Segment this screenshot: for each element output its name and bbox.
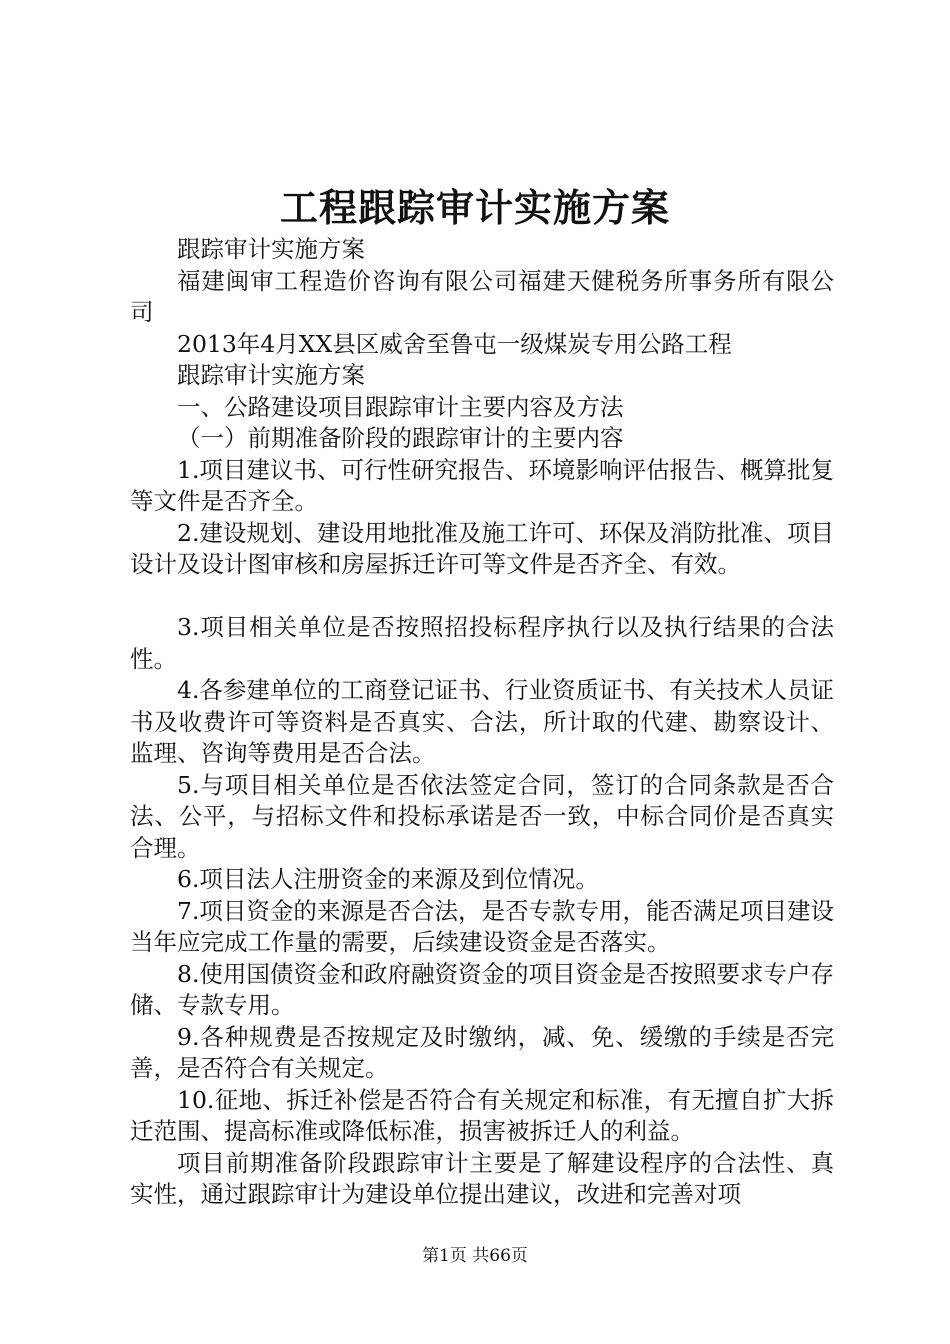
document-body [130, 234, 834, 1211]
paragraph: 福建闽审工程造价咨询有限公司福建天健税务所事务所有限公司 [130, 266, 834, 326]
paragraph: 1.项目建议书、可行性研究报告、环境影响评估报告、概算批复等文件是否齐全。 [130, 455, 834, 515]
paragraph: 8.使用国债资金和政府融资资金的项目资金是否按照要求专户存储、专款专用。 [130, 959, 834, 1019]
paragraph: 跟踪审计实施方案 [177, 361, 365, 389]
page-title: 工程跟踪审计实施方案 [279, 186, 670, 230]
paragraph: （一）前期准备阶段的跟踪审计的主要内容 [177, 424, 624, 452]
paragraph: 一、公路建设项目跟踪审计主要内容及方法 [177, 392, 624, 421]
paragraph: 9.各种规费是否按规定及时缴纳，减、免、缓缴的手续是否完善，是否符合有关规定。 [130, 1022, 834, 1082]
paragraph: 项目前期准备阶段跟踪审计主要是了解建设程序的合法性、真实性，通过跟踪审计为建设单位提出建议，改进和完善对项 [130, 1148, 834, 1208]
paragraph: 4.各参建单位的工商登记证书、行业资质证书、有关技术人员证书及收费许可等资料是否真实、合法，所计取的代建、勘察设计、监理、咨询等费用是否合法。 [130, 676, 834, 767]
paragraph: 6.项目法人注册资金的来源及到位情况。 [177, 865, 599, 893]
paragraph: 跟踪审计实施方案 [177, 235, 365, 263]
paragraph: 3.项目相关单位是否按照招投标程序执行以及执行结果的合法性。 [130, 613, 834, 673]
paragraph: 2013年4月XX县区威舍至鲁屯一级煤炭专用公路工程 [177, 329, 732, 358]
blank-line [130, 581, 834, 613]
paragraph: 5.与项目相关单位是否依法签定合同，签订的合同条款是否合法、公平，与招标文件和投标承诺是否一致，中标合同价是否真实合理。 [130, 770, 834, 862]
paragraph: 7.项目资金的来源是否合法，是否专款专用，能否满足项目建设当年应完成工作量的需要，后续建设资金是否落实。 [130, 896, 834, 956]
paragraph: 2.建设规划、建设用地批准及施工许可、环保及消防批准、项目设计及设计图审核和房屋拆迁许可等文件是否齐全、有效。 [130, 518, 834, 578]
paragraph: 10.征地、拆迁补偿是否符合有关规定和标准，有无擅自扩大拆迁范围、提高标准或降低标准，损害被拆迁人的利益。 [130, 1085, 834, 1145]
page-footer: 第1页 共66页 [422, 1246, 528, 1266]
